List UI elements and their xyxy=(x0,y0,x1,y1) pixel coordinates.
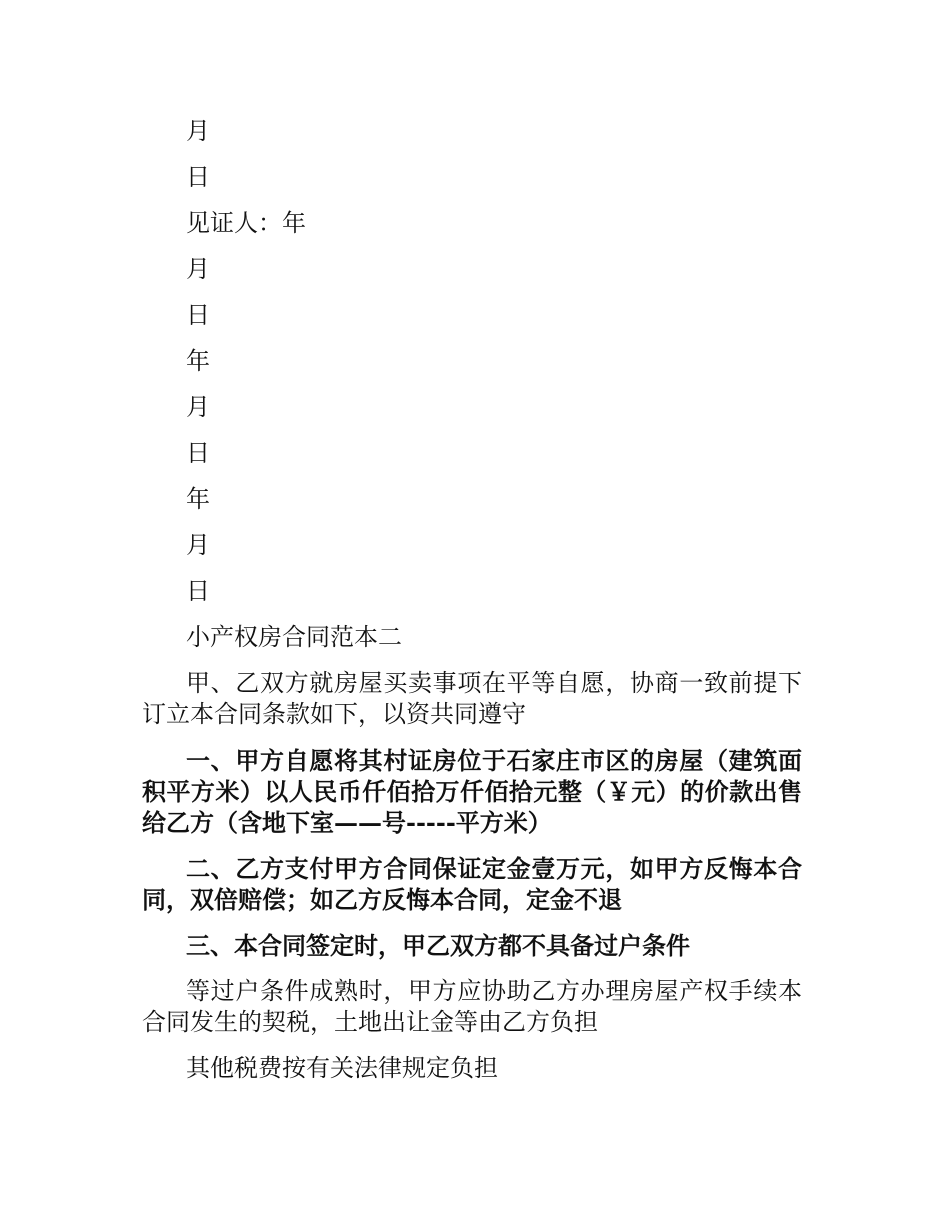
clause-two: 二、乙方支付甲方合同保证定金壹万元，如甲方反悔本合同，双倍赔偿；如乙方反悔本合同，定金不退 xyxy=(142,854,802,914)
witness-line: 见证人：年 xyxy=(186,209,306,237)
date-line-year: 年 xyxy=(186,485,210,513)
clause-three: 三、本合同签定时，甲乙双方都不具备过户条件 xyxy=(186,931,690,960)
date-line-day: 日 xyxy=(186,163,210,191)
other-tax-paragraph: 其他税费按有关法律规定负担 xyxy=(186,1054,498,1082)
date-line-month: 月 xyxy=(186,531,210,559)
intro-paragraph: 甲、乙双方就房屋买卖事项在平等自愿，协商一致前提下订立本合同条款如下，以资共同遵守 xyxy=(142,669,802,728)
date-line-month: 月 xyxy=(186,255,210,283)
date-line-day: 日 xyxy=(186,301,210,329)
date-line-year: 年 xyxy=(186,347,210,375)
date-line-day: 日 xyxy=(186,577,210,605)
clause-one: 一、甲方自愿将其村证房位于石家庄市区的房屋（建筑面积平方米）以人民币仟佰拾万仟佰拾元整（￥元）的价款出售给乙方（含地下室——号-----平方米） xyxy=(142,746,802,837)
date-line-day: 日 xyxy=(186,439,210,467)
transfer-paragraph: 等过户条件成熟时，甲方应协助乙方办理房屋产权手续本合同发生的契税，土地出让金等由乙方负担 xyxy=(142,977,802,1036)
date-line-month: 月 xyxy=(186,393,210,421)
date-line-month: 月 xyxy=(186,117,210,145)
section-title: 小产权房合同范本二 xyxy=(186,623,402,651)
document-body xyxy=(142,108,802,1099)
